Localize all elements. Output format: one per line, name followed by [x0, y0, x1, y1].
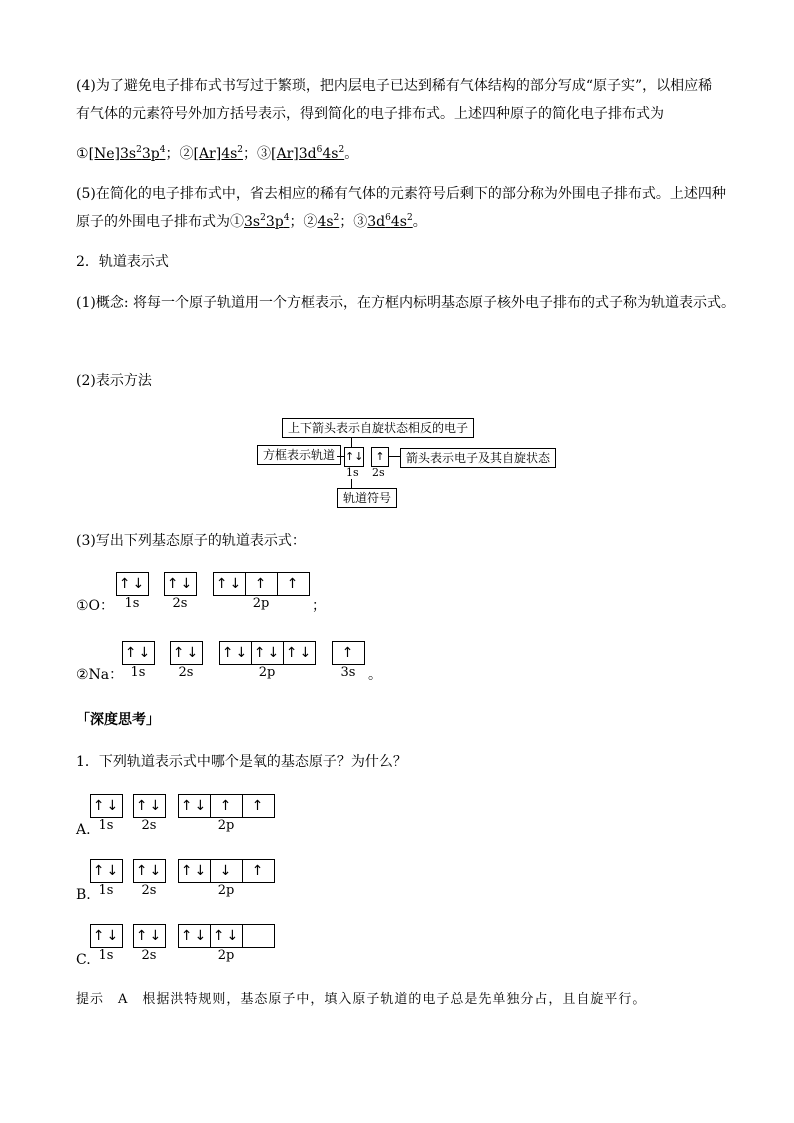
c-2p-box: ↑↓ ↑↓ [178, 924, 275, 948]
c-2s-box: ↑↓ [133, 924, 166, 948]
na-3s-label: 3s [340, 665, 356, 680]
answer-2: $[Ar]4s^2$ [193, 145, 244, 162]
c-2s-label: 2s [141, 948, 157, 963]
a-2p-box: ↑↓ ↑ ↑ [178, 794, 275, 818]
para-5-line2: 原子的外围电子排布式为$①3s^23p^4$；$②4s^2$；$③3d^64s^2$。 [76, 213, 427, 230]
para-5-line1: (5)在简化的电子排布式中，省去相应的稀有气体的元素符号后剩下的部分称为外围电子排布式。上述四种 [76, 186, 726, 202]
c-2p-label: 2p [217, 948, 235, 963]
diagram-1s-label: 1s [346, 466, 359, 479]
diagram-1s-box: ↑↓ [344, 447, 364, 467]
b-2s-box: ↑↓ [133, 859, 166, 883]
para-4-line2: 有气体的元素符号外加方括号表示，得到简化的电子排布式。上述四种原子的简化电子排布式为 [76, 106, 664, 122]
a-1s-box: ↑↓ [90, 794, 123, 818]
o-2s-label: 2s [172, 596, 188, 611]
oxygen-orbital-diagram [76, 572, 376, 622]
diagram-2s-label: 2s [372, 466, 385, 479]
c-1s-box: ↑↓ [90, 924, 123, 948]
b-1s-label: 1s [98, 883, 114, 898]
b-2s-label: 2s [141, 883, 157, 898]
b-2p-box: ↑↓ ↓ ↑ [178, 859, 275, 883]
a-2p-label: 2p [217, 818, 235, 833]
option-b-diagram [76, 859, 296, 905]
sodium-orbital-diagram [76, 641, 396, 691]
oxygen-label: ①O： [76, 598, 115, 614]
simplified-configs: $①[Ne]3s^23p^4$；$②[Ar]4s^2$；$③[Ar]3d^64s^2$。 [76, 145, 359, 162]
diagram-label-right: 箭头表示电子及其自旋状态 [400, 448, 556, 468]
answer-1: $[Ne]3s^23p^4$ [88, 145, 166, 162]
para-4-line1: (4)为了避免电子排布式书写过于繁琐，把内层电子已达到稀有气体结构的部分写成“原子实”，以相应稀 [76, 78, 713, 94]
b-2p-label: 2p [217, 883, 235, 898]
o-end: ； [312, 598, 326, 614]
na-1s-box: ↑↓ [122, 641, 155, 665]
na-2s-box: ↑↓ [170, 641, 203, 665]
b-1s-box: ↑↓ [90, 859, 123, 883]
a-2s-label: 2s [141, 818, 157, 833]
diagram-label-top: 上下箭头表示自旋状态相反的电子 [282, 418, 474, 438]
option-c-label: C. [76, 952, 91, 968]
na-2p-label: 2p [258, 665, 276, 680]
diagram-label-left: 方框表示轨道 [257, 445, 341, 465]
a-1s-label: 1s [98, 818, 114, 833]
option-c-diagram [76, 924, 296, 970]
o-1s-label: 1s [124, 596, 140, 611]
outer-answer-3: $3d^64s^2$ [367, 213, 413, 230]
diagram-2s-box: ↑ [371, 447, 389, 467]
outer-answer-2: $4s^2$ [317, 213, 340, 230]
na-1s-label: 1s [130, 665, 146, 680]
connector-top [351, 437, 352, 447]
option-a-label: A. [76, 822, 91, 838]
answer-3: $[Ar]3d^64s^2$ [271, 145, 345, 162]
section-2-title: 2．轨道表示式 [76, 254, 169, 270]
hint-text: 提示 A 根据洪特规则，基态原子中，填入原子轨道的电子总是先单独分占，且自旋平行。 [76, 992, 647, 1007]
sodium-label: ②Na： [76, 667, 124, 683]
o-2p-box: ↑↓ ↑ ↑ [213, 572, 310, 596]
connector-right [388, 456, 400, 457]
question-1: 1．下列轨道表示式中哪个是氧的基态原子？为什么？ [76, 754, 407, 770]
outer-answer-1: $3s^23p^4$ [244, 213, 290, 230]
method-title: (2)表示方法 [76, 373, 152, 389]
na-end: 。 [368, 667, 382, 683]
o-2p-label: 2p [252, 596, 270, 611]
o-1s-box: ↑↓ [116, 572, 149, 596]
connector-left [337, 456, 344, 457]
diagram-label-bottom: 轨道符号 [337, 488, 397, 508]
connector-bottom [351, 479, 352, 488]
o-2s-box: ↑↓ [164, 572, 197, 596]
concept-text: (1)概念: 将每一个原子轨道用一个方框表示，在方框内标明基态原子核外电子排布的式子称为轨道表示式。 [76, 295, 735, 311]
deep-thinking-heading: 「深度思考」 [76, 712, 160, 728]
option-b-label: B. [76, 887, 91, 903]
na-2p-box: ↑↓ ↑↓ ↑↓ [219, 641, 316, 665]
c-1s-label: 1s [98, 948, 114, 963]
na-3s-box: ↑ [332, 641, 365, 665]
na-2s-label: 2s [178, 665, 194, 680]
option-a-diagram [76, 794, 296, 840]
write-prompt: (3)写出下列基态原子的轨道表示式： [76, 533, 306, 549]
a-2s-box: ↑↓ [133, 794, 166, 818]
